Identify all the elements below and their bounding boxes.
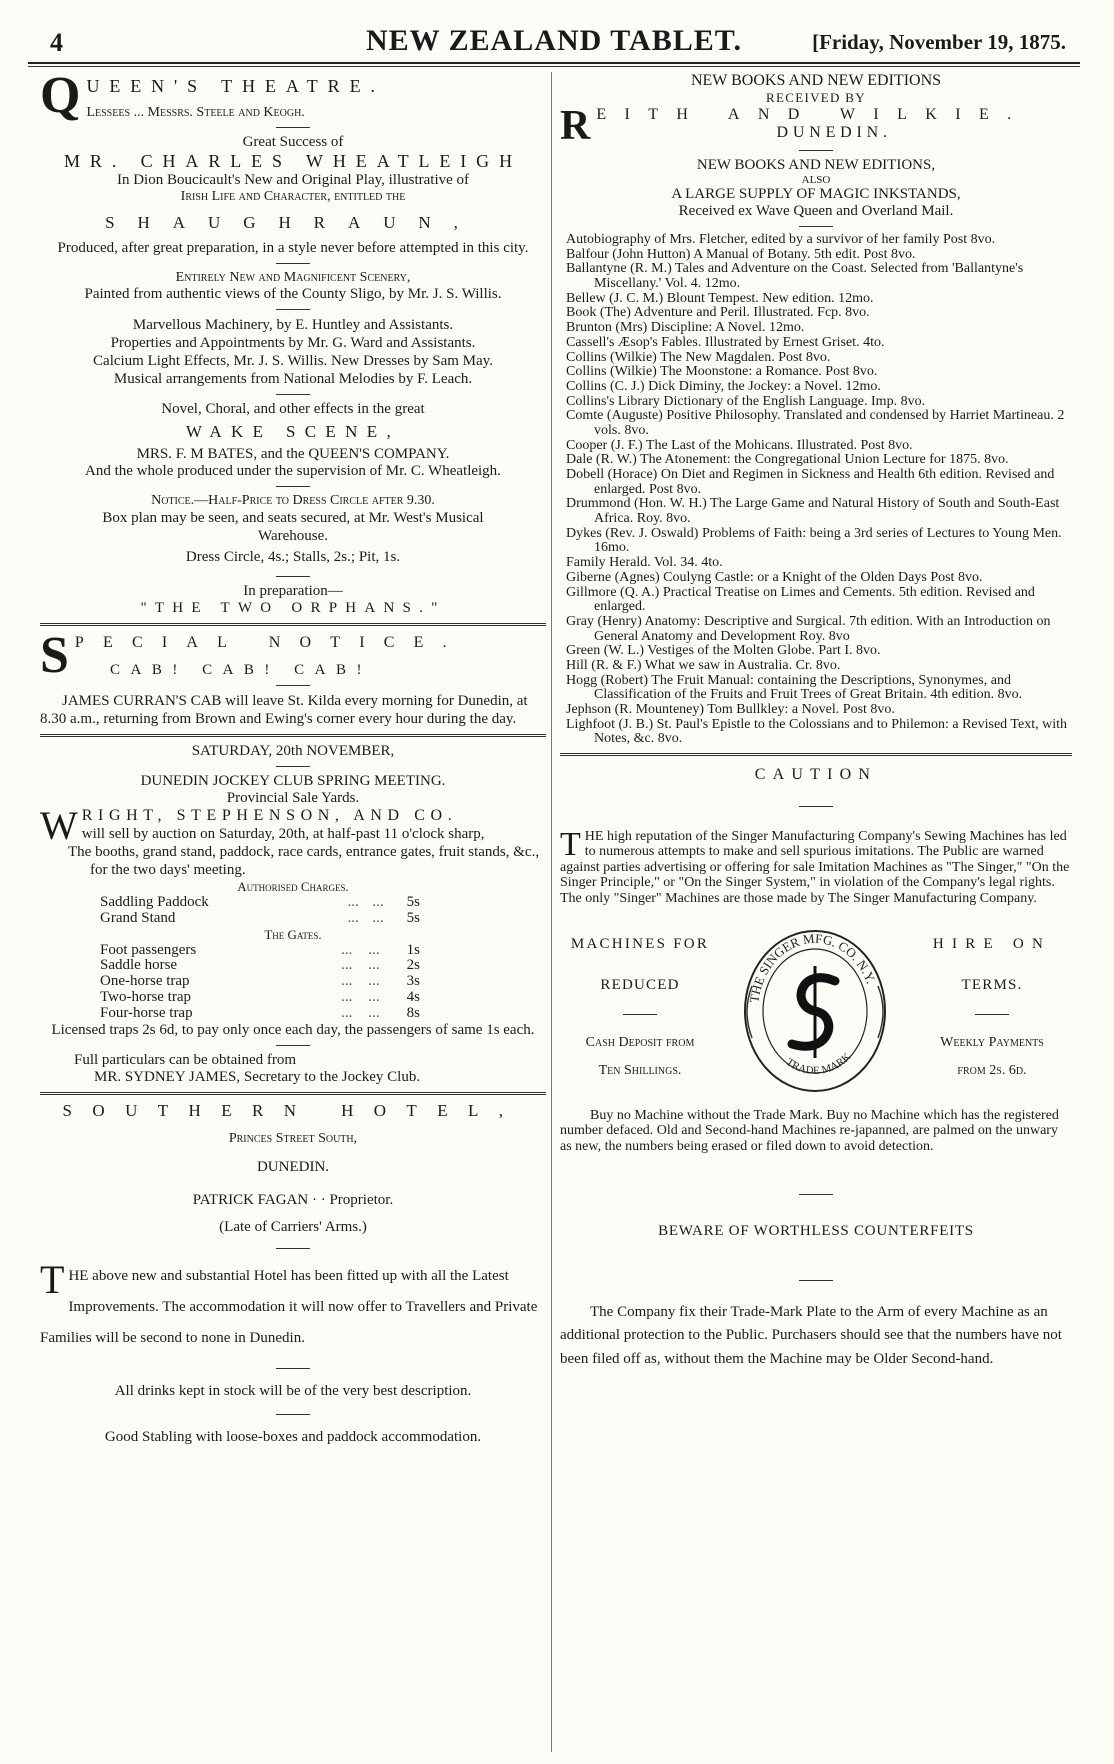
bookseller-firm: EITH AND WILKIE. <box>596 106 1030 123</box>
gates-table <box>100 943 420 1022</box>
special-notice-heading: PECIAL NOTICE. <box>74 634 466 651</box>
auctioneer-firm: RIGHT, STEPHENSON, AND CO. <box>81 807 458 824</box>
list-item: Drummond (Hon. W. H.) The Large Game and Natural History of South and South-East Africa. Roy. 8vo. <box>566 496 1060 527</box>
list-item: Collins's Library Dictionary of the English Language. Imp. 8vo. <box>566 393 926 409</box>
hire-on: HIRE ON <box>932 936 1052 953</box>
books-ad <box>560 72 1072 747</box>
caution-body: HE high reputation of the Singer Manufacturing Company's Sewing Machines has led to numerous attempts to make and sell spurious imitations. The Public are warned against parties advertising or offering for sale Imitation Machines as "The Singer," "On the Singer Principle," or "On the Singer System," in violation of the Company's legal rights. The only "Singer" Machines are those made by The Singer Manufacturing Company. <box>560 829 1070 906</box>
list-item: Autobiography of Mrs. Fletcher, edited by a survivor of her family Post 8vo. <box>566 232 996 247</box>
weekly-payments: Weekly Payments <box>940 1035 1044 1051</box>
beware-heading: BEWARE OF WORTHLESS COUNTERFEITS <box>658 1223 974 1240</box>
caution-heading: CAUTION <box>754 766 878 784</box>
success-line: Great Success of <box>242 134 344 150</box>
prices-line: Dress Circle, 4s.; Stalls, 2s.; Pit, 1s. <box>185 549 401 565</box>
machines-for: MACHINES FOR <box>570 936 710 953</box>
particulars-line: Full particulars can be obtained from <box>74 1052 297 1069</box>
issue-date: [Friday, November 19, 1875. <box>812 30 1066 54</box>
table-row: Foot passengers ... ... 1s <box>100 941 420 958</box>
received-ex: Received ex Wave Queen and Overland Mail. <box>678 203 954 219</box>
table-row: Two-horse trap ... ... 4s <box>100 988 420 1005</box>
special-notice-ad <box>40 632 546 728</box>
jockey-place: Provincial Sale Yards. <box>226 790 360 806</box>
hotel-late: (Late of Carriers' Arms.) <box>219 1219 367 1236</box>
cab-line: CAB! CAB! CAB! <box>110 662 373 678</box>
orphans-line: "THE TWO ORPHANS." <box>140 600 446 616</box>
list-item: Gray (Henry) Anatomy: Descriptive and Surgical. 7th edition. With an Introduction on General Anatomy and Development Roy. 8vo <box>566 613 1051 644</box>
auction-body-1: will sell by auction on Saturday, 20th, at half-past 11 o'clock sharp, <box>81 826 485 842</box>
actor-name: MR. CHARLES WHEATLEIGH <box>64 151 522 171</box>
list-item: Collins (Wilkie) The New Magdalen. Post 8vo. <box>566 349 831 365</box>
hotel-proprietor: PATRICK FAGAN · · Proprietor. <box>192 1192 394 1209</box>
musical-line: Musical arrangements from National Melodies by F. Leach. <box>113 371 473 387</box>
notice-line: Notice.—Half-Price to Dress Circle after 9.30. <box>151 493 435 508</box>
masthead-rule <box>28 66 1080 67</box>
list-item: Jephson (R. Mounteney) Tom Bullkley: a Novel. Post 8vo. <box>566 702 895 717</box>
hotel-city: DUNEDIN. <box>256 1159 330 1176</box>
list-item: Green (W. L.) Vestiges of the Molten Globe. Part I. 8vo. <box>566 643 881 659</box>
right-column <box>560 72 1072 1756</box>
book-list <box>560 233 1072 747</box>
gates-heading: The Gates. <box>264 926 322 942</box>
page-number: 4 <box>50 28 63 57</box>
singer-trademark-emblem <box>730 926 900 1096</box>
novel-line: Novel, Choral, and other effects in the great <box>161 401 425 417</box>
drop-cap-w: W <box>40 807 78 843</box>
scenery-line: Entirely New and Magnificent Scenery, <box>175 270 411 285</box>
list-item: Family Herald. Vol. 34. 4to. <box>566 555 723 571</box>
buy-no-machine: Buy no Machine without the Trade Mark. Buy no Machine which has the registered number defaced. Old and Second-hand Machines re-japanned, are palmed on the unwary as new, the numbers being erased or filed down to avoid detection. <box>560 1108 1059 1154</box>
wake-scene: WAKE SCENE, <box>185 422 401 441</box>
list-item: Lighfoot (J. B.) St. Paul's Epistle to the Colossians and to Philemon: a Revised Text, with Notes, &c. 8vo. <box>566 716 1067 747</box>
list-item: Giberne (Agnes) Coulyng Castle: or a Knight of the Olden Days Post 8vo. <box>566 569 983 585</box>
calcium-line: Calcium Light Effects, Mr. J. S. Willis. New Dresses by Sam May. <box>93 353 493 369</box>
hotel-body: HE above new and substantial Hotel has been fitted up with all the Latest Improvements. The accommodation it will now offer to Travellers and Private Families will be second to none in Dunedin. <box>40 1268 538 1346</box>
drop-cap-q: Q <box>40 72 81 121</box>
emblem-trade-mark: TRADE MARK <box>783 1050 854 1078</box>
list-item: Dykes (Rev. J. Oswald) Problems of Faith: being a 3rd series of Lectures to Young Men. 16mo. <box>566 525 1062 556</box>
received-by: RECEIVED BY <box>766 90 866 105</box>
left-column <box>40 72 546 1756</box>
licensed-traps-line: Licensed traps 2s 6d, to pay only once each day, the passengers of same 1s each. <box>51 1022 535 1039</box>
masthead <box>28 22 1080 64</box>
list-item: Balfour (John Hutton) A Manual of Botany. 5th edit. Post 8vo. <box>566 246 916 262</box>
list-item: Gillmore (Q. A.) Practical Treatise on Limes and Cements. 5th edition. Revised and enlarged. <box>566 584 1035 615</box>
list-item: Hogg (Robert) The Fruit Manual: containing the Descriptions, Synonymes, and Classification of the Fruits and Fruit Trees of Great Britain. 4th edition. 8vo. <box>566 672 1023 703</box>
jockey-club-ad <box>40 743 546 1086</box>
list-item: Hill (R. & F.) What we saw in Australia. Cr. 8vo. <box>566 657 841 673</box>
supervision-line: And the whole produced under the supervision of Mr. C. Wheatleigh. <box>85 463 501 479</box>
auction-body-2: The booths, grand stand, paddock, race cards, entrance gates, fruit stands, &c., for the two days' meeting. <box>68 844 540 878</box>
preparation-line: In preparation— <box>243 583 343 599</box>
table-row: One-horse trap ... ... 3s <box>100 973 420 989</box>
list-item: Ballantyne (R. M.) Tales and Adventure on the Coast. Selected from 'Ballantyne's Miscellany.' Vol. 4. 12mo. <box>566 261 1024 292</box>
ten-shillings: Ten Shillings. <box>598 1063 682 1079</box>
jockey-date: SATURDAY, 20th NOVEMBER, <box>191 743 395 759</box>
drop-cap-t2: T <box>560 826 581 864</box>
hire-terms-block <box>560 926 1072 1098</box>
drop-cap-s: S <box>40 632 69 679</box>
hire-left <box>560 936 720 1079</box>
books-also: ALSO <box>801 174 831 186</box>
queens-theatre-ad <box>40 72 546 617</box>
list-item: Book (The) Adventure and Peril. Illustrated. Fcp. 8vo. <box>566 305 870 321</box>
list-item: Cooper (J. F.) The Last of the Mohicans. Illustrated. Post 8vo. <box>566 437 913 453</box>
inkstands-line: A LARGE SUPPLY OF MAGIC INKSTANDS, <box>671 186 961 202</box>
list-item: Collins (Wilkie) The Moonstone: a Romance. Post 8vo. <box>566 364 878 380</box>
list-item: Cassell's Æsop's Fables. Illustrated by Ernest Griset. 4to. <box>566 334 885 350</box>
play-title: SHAUGHRAUN, <box>105 213 481 232</box>
machinery-line: Marvellous Machinery, by E. Huntley and Assistants. <box>132 317 454 333</box>
list-item: Comte (Auguste) Positive Philosophy. Translated and condensed by Harriet Martineau. 2 vols. 8vo. <box>566 408 1065 438</box>
charges-table <box>100 895 420 927</box>
drop-cap-r: R <box>560 106 591 144</box>
table-row: Saddling Paddock ... ... 5s <box>100 894 420 910</box>
from-2s: from 2s. 6d. <box>957 1063 1027 1079</box>
hotel-heading: SOUTHERN HOTEL, <box>62 1101 524 1121</box>
list-item: Dobell (Horace) On Diet and Regimen in Sickness and Health 6th edition. Revised and enlarged. Post 8vo. <box>566 467 1055 497</box>
books-subheading: NEW BOOKS AND NEW EDITIONS, <box>696 157 936 173</box>
column-divider <box>551 72 552 1752</box>
books-heading: NEW BOOKS AND NEW EDITIONS <box>690 72 942 89</box>
table-row: Four-horse trap ... ... 8s <box>100 1004 420 1021</box>
company-line: MRS. F. M BATES, and the QUEEN'S COMPANY. <box>136 446 450 462</box>
hotel-stabling: Good Stabling with loose-boxes and paddock accommodation. <box>104 1428 482 1445</box>
play-line-1: In Dion Boucicault's New and Original Play, illustrative of <box>116 172 470 188</box>
secretary-line: MR. SYDNEY JAMES, Secretary to the Jockey Club. <box>94 1069 421 1086</box>
theatre-heading: UEEN'S THEATRE. <box>86 76 385 96</box>
hotel-drinks: All drinks kept in stock will be of the very best description. <box>114 1382 472 1399</box>
reduced: REDUCED <box>600 977 680 994</box>
singer-ad <box>560 766 1072 1371</box>
table-row: Grand Stand ... ... 5s <box>100 909 420 926</box>
list-item: Collins (C. J.) Dick Diminy, the Jockey: a Novel. 12mo. <box>566 378 881 394</box>
drop-cap-t: T <box>40 1257 65 1303</box>
southern-hotel-ad <box>40 1101 546 1445</box>
cash-deposit: Cash Deposit from <box>585 1035 695 1051</box>
box-plan-line: Box plan may be seen, and seats secured, at Mr. West's Musical Warehouse. <box>102 510 484 544</box>
hotel-street: Princes Street South, <box>228 1131 358 1147</box>
table-row: Saddle horse ... ... 2s <box>100 957 420 974</box>
terms: TERMS. <box>961 977 1023 994</box>
emblem-text: THE SINGER MFG. CO. N.Y. <box>746 930 879 1004</box>
trade-mark-plate: The Company fix their Trade-Mark Plate to the Arm of every Machine as an additional protection to the Public. Purchasers should see that the numbers have not been filed off as, without them the Machine may be Older Second-hand. <box>560 1304 1062 1367</box>
properties-line: Properties and Appointments by Mr. G. Ward and Assistants. <box>110 335 476 351</box>
list-item: Bellew (J. C. M.) Blount Tempest. New edition. 12mo. <box>566 290 874 306</box>
list-item: Dale (R. W.) The Atonement: the Congregational Union Lecture for 1875. 8vo. <box>566 452 1009 468</box>
play-line-2: Irish Life and Character, entitled the <box>180 189 406 204</box>
lessees-line: Lessees ... Messrs. Steele and Keogh. <box>86 105 305 120</box>
produced-line: Produced, after great preparation, in a style never before attempted in this city. <box>57 240 529 256</box>
painted-line: Painted from authentic views of the County Sligo, by Mr. J. S. Willis. <box>84 286 502 302</box>
bookseller-city: DUNEDIN. <box>776 124 892 141</box>
hire-right <box>912 936 1072 1079</box>
charges-heading: Authorised Charges. <box>237 879 349 894</box>
newspaper-title: NEW ZEALAND TABLET. <box>365 24 743 57</box>
jockey-title: DUNEDIN JOCKEY CLUB SPRING MEETING. <box>140 773 446 789</box>
cab-notice-body: JAMES CURRAN'S CAB will leave St. Kilda every morning for Dunedin, at 8.30 a.m., returning from Brown and Ewing's corner every hour during the day. <box>40 693 528 727</box>
list-item: Brunton (Mrs) Discipline: A Novel. 12mo. <box>566 320 805 336</box>
